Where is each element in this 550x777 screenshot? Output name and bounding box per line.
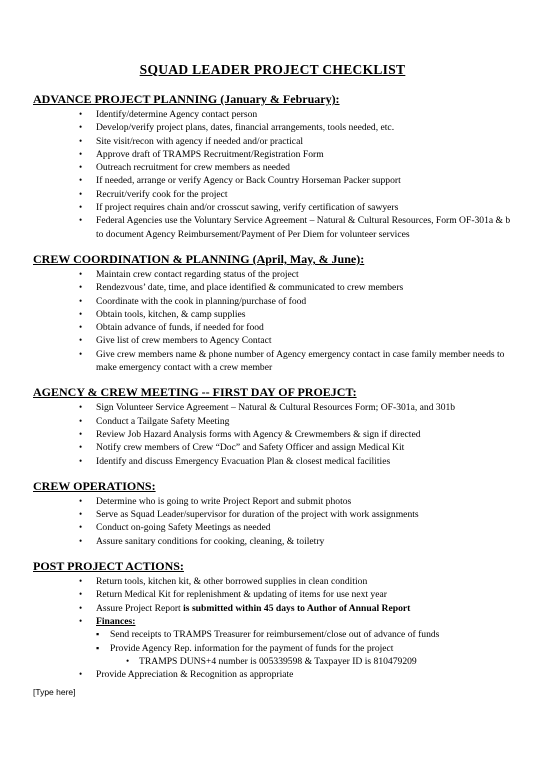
list-item: • Identify and discuss Emergency Evacuation Plan & closest medical facilities (33, 455, 512, 468)
item-text: Assure Project Report (96, 602, 184, 614)
sub-sub-list-item: • TRAMPS DUNS+4 number is 005339598 & Taxpayer ID is 810479209 (110, 655, 512, 668)
finances-label: Finances: (96, 615, 136, 627)
list-item: • Return tools, kitchen kit, & other borrowed supplies in clean condition (33, 575, 512, 588)
list-item: • Recruit/verify cook for the project (33, 188, 512, 201)
list-item: • Notify crew members of Crew “Doc” and Safety Officer and assign Medical Kit (33, 441, 512, 454)
list-item: • Develop/verify project plans, dates, financial arrangements, tools needed, etc. (33, 121, 512, 134)
section-heading: POST PROJECT ACTIONS: (33, 559, 184, 574)
checklist (33, 575, 512, 681)
section-heading: AGENCY & CREW MEETING -- FIRST DAY OF PROEJCT: (33, 385, 357, 400)
list-item: • Maintain crew contact regarding status of the project (33, 268, 512, 281)
list-item: • Conduct a Tailgate Safety Meeting (33, 415, 512, 428)
footer-placeholder: [Type here] (33, 687, 76, 697)
checklist (33, 268, 512, 374)
item-text: Provide Agency Rep. information for the payment of funds for the project (110, 642, 394, 654)
list-item: • Federal Agencies use the Voluntary Service Agreement – Natural & Cultural Resources, Form OF-301a & b to document Agency Reimbursement/Payment of Per Diem for volunteer services (33, 214, 512, 241)
checklist (33, 401, 512, 467)
list-item: • Sign Volunteer Service Agreement – Natural & Cultural Resources Form; OF-301a, and 301b (33, 401, 512, 414)
list-item: • Give crew members name & phone number of Agency emergency contact in case family member needs to make emergency contact with a crew member (33, 348, 512, 375)
section-advance-planning (33, 92, 512, 241)
list-item: • Give list of crew members to Agency Contact (33, 334, 512, 347)
list-item: • Conduct on-going Safety Meetings as needed (33, 521, 512, 534)
section-post-project (33, 559, 512, 681)
list-item: • Rendezvous’ date, time, and place identified & communicated to crew members (33, 281, 512, 294)
section-heading: CREW OPERATIONS: (33, 478, 156, 493)
list-item: • Obtain advance of funds, if needed for food (33, 321, 512, 334)
list-item: • Coordinate with the cook in planning/purchase of food (33, 295, 512, 308)
finances-sublist (96, 628, 512, 668)
section-heading: CREW COORDINATION & PLANNING (April, May, & June): (33, 251, 365, 266)
list-item: • Identify/determine Agency contact person (33, 108, 512, 121)
list-item-report (33, 602, 512, 615)
list-item-finances (33, 615, 512, 668)
section-crew-operations (33, 479, 512, 548)
list-item: • Provide Appreciation & Recognition as appropriate (33, 668, 512, 681)
finances-sub-sublist (110, 655, 512, 668)
sub-list-item: ▪ Send receipts to TRAMPS Treasurer for reimbursement/close out of advance of funds (96, 628, 512, 641)
item-emphasis: is submitted within 45 days to Author of Annual Report (183, 602, 411, 614)
list-item: • Site visit/recon with agency if needed and/or practical (33, 135, 512, 148)
checklist (33, 108, 512, 241)
list-item: • Obtain tools, kitchen, & camp supplies (33, 308, 512, 321)
section-heading: ADVANCE PROJECT PLANNING (January & February): (33, 92, 340, 106)
list-item: • Approve draft of TRAMPS Recruitment/Registration Form (33, 148, 512, 161)
list-item: • If project requires chain and/or crosscut sawing, verify certification of sawyers (33, 201, 512, 214)
checklist (33, 495, 512, 548)
section-agency-crew-meeting (33, 385, 512, 467)
page-title: SQUAD LEADER PROJECT CHECKLIST (139, 62, 406, 77)
list-item: • Return Medical Kit for replenishment & updating of items for use next year (33, 588, 512, 601)
sub-list-item (96, 642, 512, 669)
list-item: • Assure sanitary conditions for cooking, cleaning, & toiletry (33, 535, 512, 548)
list-item: • If needed, arrange or verify Agency or Back Country Horseman Packer support (33, 174, 512, 187)
list-item: • Review Job Hazard Analysis forms with Agency & Crewmembers & sign if directed (33, 428, 512, 441)
list-item: • Serve as Squad Leader/supervisor for duration of the project with work assignments (33, 508, 512, 521)
list-item: • Outreach recruitment for crew members as needed (33, 161, 512, 174)
list-item: • Determine who is going to write Project Report and submit photos (33, 495, 512, 508)
section-crew-coordination (33, 252, 512, 374)
